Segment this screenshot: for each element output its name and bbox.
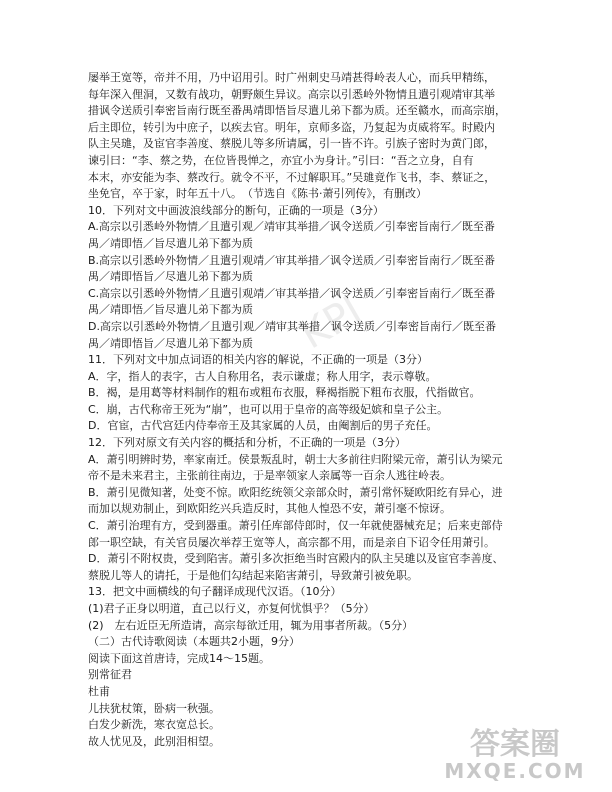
- question-option-line: A.高宗以引悉岭外物情／且遣引观／靖审其举措／讽令送质／引奉密旨南行／既至番: [88, 220, 495, 234]
- passage-line: 谏引曰：“李、蔡之势，在位皆畏惮之，亦宜小为身计。”引曰：“吾之立身，自有: [88, 153, 474, 167]
- instruction: 阅读下面这首唐诗，完成14～15题。: [88, 651, 270, 665]
- document-body: [88, 70, 528, 750]
- question-option-line: D.高宗以引悉岭外物情／且遣引观／靖审其举措／讽令送质／引奉密旨南行／既至番: [88, 319, 496, 333]
- passage-line: 每年深入俚洞，又数有战功，朝野颇生异议。高宗以引悉岭外物情且遣引观靖审其举: [88, 87, 495, 101]
- question-option-line: D．萧引不附权贵，受到陷害。萧引多次拒绝当时宫殿内的队主吴璡以及宦官李善度、: [88, 552, 504, 566]
- passage-line: 屡举王宽等，帝并不用，乃中诏用引。时广州刺史马靖甚得岭表人心，而兵甲精练，: [88, 71, 495, 84]
- poem-line: 白发少新洗，寒衣宽总长。: [88, 718, 220, 732]
- poem-author: 杜甫: [88, 684, 110, 698]
- question-option-line: 禺／靖即悟／旨尽遣儿弟下都为质: [88, 236, 253, 250]
- question-option-line: D．官宦，古代宫廷内侍奉帝王及其家属的人员，由阉割后的男子充任。: [88, 419, 438, 433]
- question-option-line: A．萧引明辨时势，率家南迁。侯景叛乱时，朝士大多前往归附梁元帝，萧引认为梁元: [88, 452, 503, 466]
- passage-line: 措讽令送质引奉密旨南行既至番禺靖即悟旨尽遣儿弟下都为质。还至赣水，而高宗崩，: [88, 104, 506, 118]
- poem-title: 别常征君: [88, 668, 132, 682]
- questions: [88, 203, 528, 634]
- question-option-line: 禺／靖即悟／旨尽遣儿弟下都为质: [88, 303, 253, 317]
- question-option-line: B．褐，是用葛等材料制作的粗布或粗布衣服，释褐指脱下粗布衣服，代指做官。: [88, 386, 481, 400]
- poem-lines: [88, 701, 528, 751]
- passage-line: 队主吴璡，及宦官李善度、蔡脱儿等多所请属，引一皆不许。引族子密时为黄门郎，: [88, 137, 495, 151]
- question-stem: 12．下列对原文有关内容的概括和分析，不正确的一项是（3分）: [88, 436, 406, 450]
- question-option-line: C．萧引治理有方，受到器重。萧引任库部侍郎时，仅一年就使器械充足；后来吏部侍: [88, 519, 503, 533]
- passage: [88, 70, 528, 203]
- question-option-line: B．萧引见微知著，处变不惊。欧阳纥统领父亲部众时，萧引常怀疑欧阳纥有异心，进: [88, 485, 503, 499]
- question-option-line: 郎一职空缺，有关官员屡次举荐王宽等人，高宗都不用，而是亲自下诏令任用萧引。: [88, 535, 495, 549]
- question-option-line: 蔡脱儿等人的请托，于是他们勾结起来陷害萧引，导致萧引被免职。: [88, 568, 418, 582]
- question-option-line: 帝不是未来君主，主张前往南边，于是率领家人亲属等一百余人逃往岭表。: [88, 469, 451, 483]
- poem-line: 故人忧见及，此别泪相望。: [88, 734, 220, 748]
- question-option-line: 禺／靖即悟旨／尽遣儿弟下都为质: [88, 270, 253, 284]
- question-stem: 11．下列对文中加点词语的相关内容的解说，不正确的一项是（3分）: [88, 353, 428, 367]
- question-option-line: C．崩，古代称帝王死为“崩”，也可以用于皇帝的高等级妃嫔和皇子公主。: [88, 402, 449, 416]
- question-stem: 13．把文中画横线的句子翻译成现代汉语。（10分）: [88, 585, 342, 599]
- watermark: KPI: [292, 287, 370, 359]
- question-option-line: C.高宗以引悉岭外物情／且遣引观靖／审其举措／讽令送质／引奉密旨南行／既至番: [88, 286, 496, 300]
- logo-text: 答案圈: [470, 727, 560, 762]
- question-option-line: 禺／靖即悟旨／尽遣儿弟下都为质: [88, 336, 253, 350]
- poem-line: 儿扶犹杖策，卧病一秋强。: [88, 701, 220, 715]
- question-option-line: 而加以规劝制止，到欧阳纥兴兵造反时，其他人惶恐不安，萧引毫不惊讶。: [88, 502, 451, 516]
- question-option-line: B.高宗以引悉岭外物情／且遣引观靖／审其举措／讽令送质／引奉密旨南行／既至番: [88, 253, 496, 267]
- passage-line: 本末，亦安能为李、蔡改行。就令不平，不过解职耳。”吴璡竟作飞书，李、蔡证之，: [88, 170, 496, 184]
- passage-line: 后主即位，转引为中庶子，以疾去官。明年，京师多盗，乃复起为贞威将军。时殿内: [88, 120, 495, 134]
- question-option-line: (1)君子正身以明道，直己以行义，亦复何忧惧乎？（5分）: [88, 602, 375, 615]
- section-heading: （二）古代诗歌阅读（本题共2小题，9分）: [88, 635, 300, 649]
- question-stem: 10．下列对文中画波浪线部分的断句，正确的一项是（3分）: [88, 203, 384, 217]
- question-option-line: (2) 左右近臣无所造请，高宗每欲迁用，辄为用事者所裁。（5分）: [88, 618, 414, 632]
- passage-line: 坐免官，卒于家，时年五十八。 （节选自《陈书·萧引列传》，有删改）: [88, 187, 427, 201]
- logo-domain: MXQE.COM: [444, 759, 586, 783]
- question-option-line: A．字，指人的表字，古人自称用名，表示谦虚；称人用字，表示尊敬。: [88, 369, 437, 383]
